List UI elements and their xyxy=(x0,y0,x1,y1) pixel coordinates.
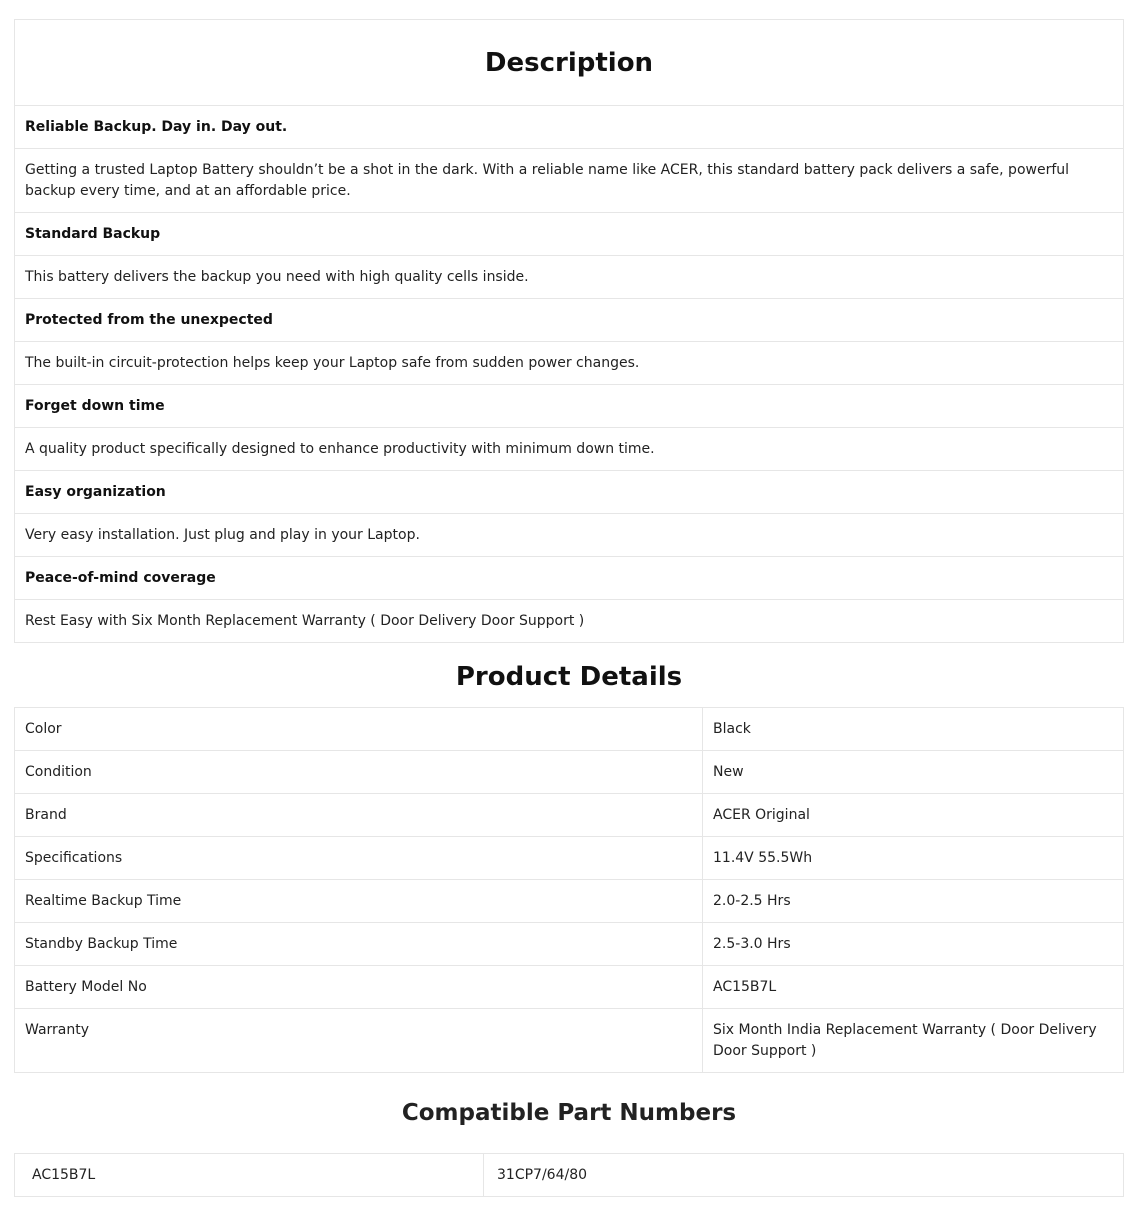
description-row xyxy=(15,342,1124,385)
detail-row-standby-backup xyxy=(15,923,1124,966)
description-row xyxy=(15,471,1124,514)
description-row xyxy=(15,385,1124,428)
description-heading: Peace-of-mind coverage xyxy=(15,557,1124,600)
compatible-parts-row xyxy=(15,1154,1124,1197)
description-text: Very easy installation. Just plug and play in your Laptop. xyxy=(15,514,1124,557)
description-heading: Forget down time xyxy=(15,385,1124,428)
description-row xyxy=(15,557,1124,600)
part-number: AC15B7L xyxy=(15,1154,484,1197)
detail-value: ACER Original xyxy=(703,794,1124,837)
description-row xyxy=(15,256,1124,299)
detail-value: New xyxy=(703,751,1124,794)
description-row xyxy=(15,514,1124,557)
detail-row-condition xyxy=(15,751,1124,794)
description-text: This battery delivers the backup you need with high quality cells inside. xyxy=(15,256,1124,299)
detail-label: Standby Backup Time xyxy=(15,923,703,966)
detail-label: Condition xyxy=(15,751,703,794)
detail-label: Brand xyxy=(15,794,703,837)
description-row xyxy=(15,106,1124,149)
description-heading: Reliable Backup. Day in. Day out. xyxy=(15,106,1124,149)
detail-row-model-no xyxy=(15,966,1124,1009)
description-heading: Protected from the unexpected xyxy=(15,299,1124,342)
detail-row-color xyxy=(15,708,1124,751)
detail-row-specifications xyxy=(15,837,1124,880)
description-row xyxy=(15,213,1124,256)
description-row xyxy=(15,600,1124,643)
detail-value: 2.0-2.5 Hrs xyxy=(703,880,1124,923)
description-text: Rest Easy with Six Month Replacement Warranty ( Door Delivery Door Support ) xyxy=(15,600,1124,643)
description-header xyxy=(15,20,1124,106)
description-text: A quality product specifically designed to enhance productivity with minimum down time. xyxy=(15,428,1124,471)
compatible-parts-title: Compatible Part Numbers xyxy=(401,1100,737,1126)
detail-value: Six Month India Replacement Warranty ( Door Delivery Door Support ) xyxy=(703,1009,1124,1073)
part-number: 31CP7/64/80 xyxy=(484,1154,1124,1197)
description-heading: Standard Backup xyxy=(15,213,1124,256)
detail-row-realtime-backup xyxy=(15,880,1124,923)
product-details-title: Product Details xyxy=(455,662,683,692)
detail-row-brand xyxy=(15,794,1124,837)
product-page xyxy=(14,19,1124,1197)
detail-value: 11.4V 55.5Wh xyxy=(703,837,1124,880)
description-heading: Easy organization xyxy=(15,471,1124,514)
detail-label: Warranty xyxy=(15,1009,703,1073)
detail-label: Color xyxy=(15,708,703,751)
detail-label: Realtime Backup Time xyxy=(15,880,703,923)
description-row xyxy=(15,299,1124,342)
description-title: Description xyxy=(484,47,654,78)
detail-row-warranty xyxy=(15,1009,1124,1073)
description-row xyxy=(15,428,1124,471)
description-text: The built-in circuit-protection helps keep your Laptop safe from sudden power changes. xyxy=(15,342,1124,385)
detail-value: Black xyxy=(703,708,1124,751)
product-details-table xyxy=(14,707,1124,1073)
description-text: Getting a trusted Laptop Battery shouldn’t be a shot in the dark. With a reliable name like ACER, this standard battery pack delivers a safe, powerful backup every time, and at an affordable price. xyxy=(15,149,1124,213)
compatible-parts-table xyxy=(14,1153,1124,1197)
description-row xyxy=(15,149,1124,213)
detail-label: Battery Model No xyxy=(15,966,703,1009)
detail-value: 2.5-3.0 Hrs xyxy=(703,923,1124,966)
description-table xyxy=(14,19,1124,643)
detail-label: Specifications xyxy=(15,837,703,880)
detail-value: AC15B7L xyxy=(703,966,1124,1009)
